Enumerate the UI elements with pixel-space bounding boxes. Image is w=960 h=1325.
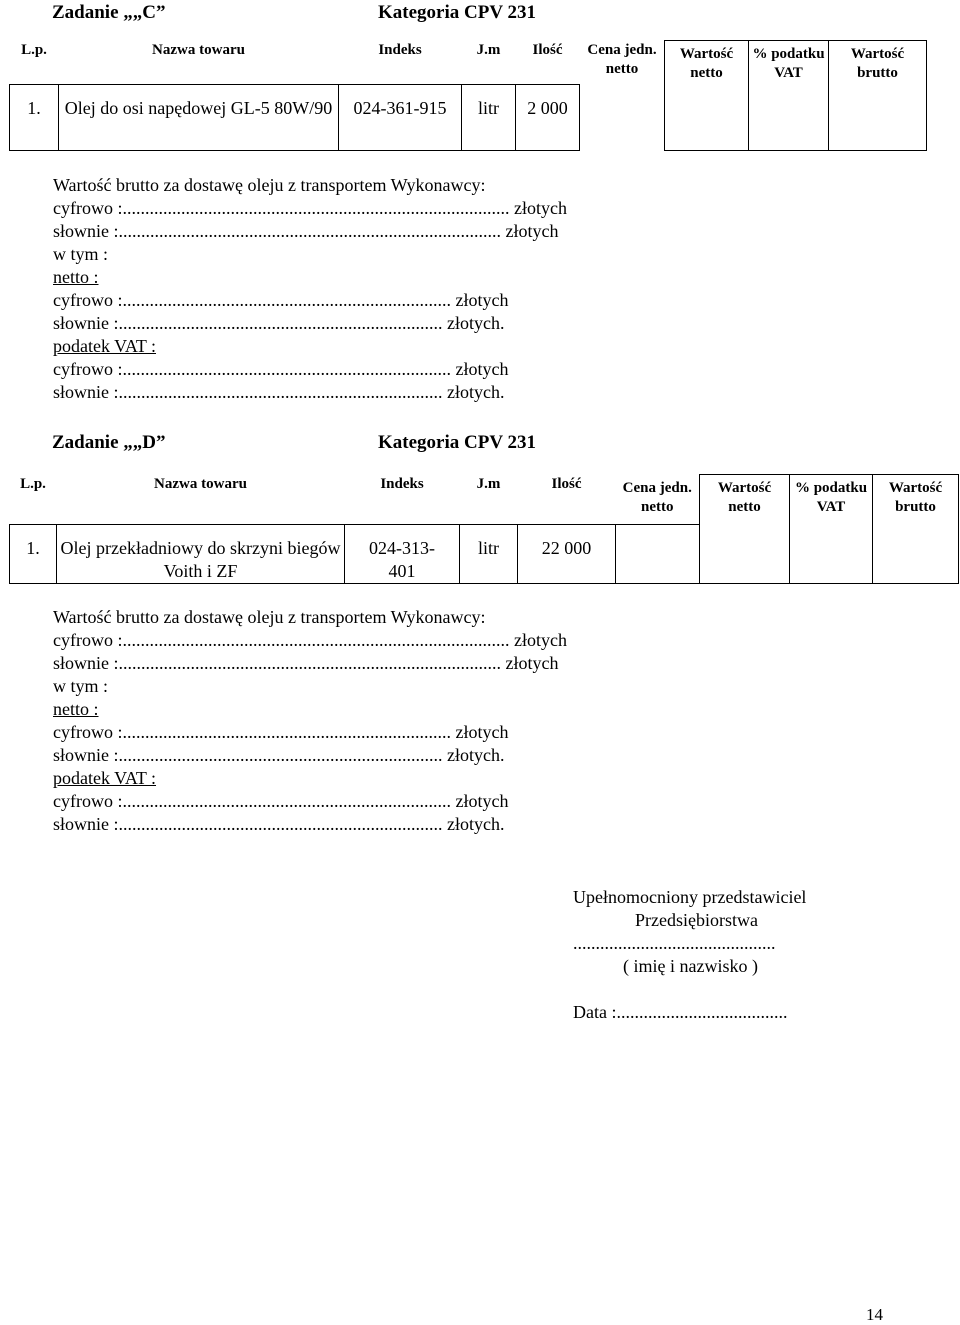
header-lp: L.p. <box>21 41 47 58</box>
header-gross-value: Wartość brutto <box>873 475 959 584</box>
row-product-name: Olej do osi napędowej GL-5 80W/90 <box>59 85 339 151</box>
including-label: w tym : <box>53 244 109 264</box>
header-index: Indeks <box>378 41 422 58</box>
section-c-summary <box>53 174 567 404</box>
vat-label: podatek VAT : <box>53 768 157 788</box>
vat-words-line: słownie :........................................................................ złotych. <box>53 382 505 402</box>
net-words-line: słownie :........................................................................ złotych. <box>53 313 505 333</box>
row-quantity: 22 000 <box>518 525 616 584</box>
header-index: Indeks <box>380 475 424 492</box>
row-unit: litr <box>462 85 516 151</box>
row-index: 024-361-915 <box>339 85 462 151</box>
net-digits-line: cyfrowo :......................................................................... złotych <box>53 290 509 310</box>
row-unit: litr <box>460 525 518 584</box>
gross-intro: Wartość brutto za dostawę oleju z transportem Wykonawcy: <box>53 175 486 195</box>
header-qty: Ilość <box>551 475 582 492</box>
section-d-summary <box>53 606 567 836</box>
header-vat: % podatku VAT <box>749 41 829 151</box>
header-name: Nazwa towaru <box>152 41 245 58</box>
including-label: w tym : <box>53 676 109 696</box>
header-qty: Ilość <box>532 41 563 58</box>
signature-dots: ............................................. <box>573 933 776 953</box>
row-price-cell <box>616 525 700 584</box>
row-index: 024-313-401 <box>345 525 460 584</box>
section-d-table <box>9 474 959 584</box>
row-lp: 1. <box>10 525 57 584</box>
vat-digits-line: cyfrowo :......................................................................... złotych <box>53 359 509 379</box>
page-number: 14 <box>866 1305 883 1324</box>
header-price: Cena jedn. netto <box>622 479 692 515</box>
section-c-category: Kategoria CPV 231 <box>378 2 536 23</box>
header-net-value: Wartość netto <box>665 41 749 151</box>
gross-digits-line: cyfrowo :...................................................................................... złotych <box>53 198 567 218</box>
header-name: Nazwa towaru <box>154 475 247 492</box>
header-unit: J.m <box>476 475 501 492</box>
row-product-name: Olej przekładniowy do skrzyni biegów Voith i ZF <box>57 525 345 584</box>
date-line: Data :...................................... <box>573 1002 788 1022</box>
header-gross-value: Wartość brutto <box>829 41 927 151</box>
gross-words-line: słownie :..................................................................................... złotych <box>53 221 559 241</box>
header-lp: L.p. <box>20 475 46 492</box>
net-label: netto : <box>53 267 99 287</box>
header-net-value: Wartość netto <box>700 475 790 584</box>
header-price: Cena jedn. netto <box>587 41 657 77</box>
section-c-table <box>9 40 927 151</box>
section-c-title: Zadanie „„C” <box>52 2 166 23</box>
net-label: netto : <box>53 699 99 719</box>
vat-label: podatek VAT : <box>53 336 157 356</box>
gross-digits-line: cyfrowo :...................................................................................... złotych <box>53 630 567 650</box>
company-label: Przedsiębiorstwa <box>635 910 758 930</box>
header-unit: J.m <box>476 41 501 58</box>
authorized-representative: Upełnomocniony przedstawiciel <box>573 887 807 907</box>
section-d-category: Kategoria CPV 231 <box>378 432 536 453</box>
net-digits-line: cyfrowo :......................................................................... złotych <box>53 722 509 742</box>
header-vat: % podatku VAT <box>790 475 873 584</box>
section-d-title: Zadanie „„D” <box>52 432 166 453</box>
vat-words-line: słownie :........................................................................ złotych. <box>53 814 505 834</box>
row-quantity: 2 000 <box>516 85 580 151</box>
name-caption: ( imię i nazwisko ) <box>623 956 758 976</box>
net-words-line: słownie :........................................................................ złotych. <box>53 745 505 765</box>
signature-block <box>573 886 806 1024</box>
gross-words-line: słownie :..................................................................................... złotych <box>53 653 559 673</box>
row-lp: 1. <box>10 85 59 151</box>
vat-digits-line: cyfrowo :......................................................................... złotych <box>53 791 509 811</box>
gross-intro: Wartość brutto za dostawę oleju z transportem Wykonawcy: <box>53 607 486 627</box>
